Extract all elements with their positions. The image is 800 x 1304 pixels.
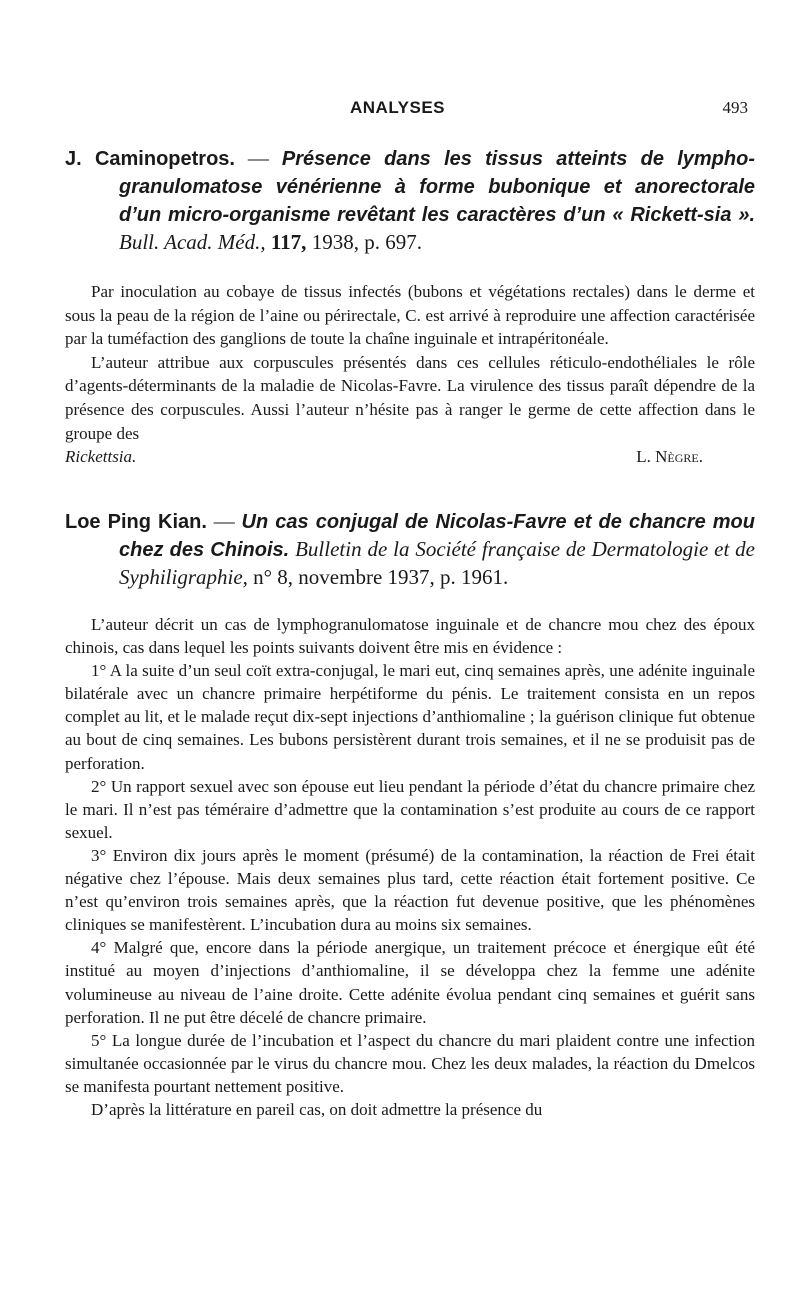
article-title: Présence dans les tissus atteints de lympho-granulomatose vénérienne à forme bubonique et anorectorale d’un micro-organisme revêtant les caractères d’un « Rickett-sia ». — [119, 148, 755, 226]
review-body — [65, 280, 755, 469]
running-title: ANALYSES — [350, 98, 446, 117]
page-number: 493 — [722, 98, 748, 117]
journal-name: Bull. Acad. Méd., — [119, 230, 266, 254]
running-head — [0, 98, 800, 128]
paragraph: 5° La longue durée de l’incubation et l’aspect du chancre du mari plaident contre une infection simultanée occasionnée par le virus du chancre mou. Chez les deux malades, la réaction du Dmelcos se manifesta pourtant nettement positive. — [65, 1030, 755, 1096]
paragraph: L’auteur décrit un cas de lymphogranulomatose inguinale et de chancre mou chez des époux chinois, cas dans lequel les points suivants doivent être mis en évidence : — [65, 615, 755, 658]
review-body — [65, 613, 755, 1121]
paragraph: Par inoculation au cobaye de tissus infectés (bubons et végétations rectales) dans le derme et sous la peau de la région de l’aine ou périrectale, C. est arrivé à reproduire une affection caractérisée par la tuméfaction des ganglions de toute la chaîne inguinale et intrapéritonéale. — [65, 282, 755, 349]
dash: — — [234, 146, 282, 170]
reviewer-signature: L. Nègre. — [636, 447, 703, 467]
journal-name: Bulletin de la Société française de Dermatologie et de Syphiligraphie, — [119, 537, 755, 589]
review-entry-caminopetros — [65, 145, 755, 469]
article-title: Un cas conjugal de Nicolas-Favre et de chancre mou chez des Chinois. — [119, 511, 755, 561]
signature-line — [65, 445, 755, 469]
citation — [65, 145, 755, 256]
author: J. Caminopetros. — [65, 148, 235, 170]
paragraph: 3° Environ dix jours après le moment (présumé) de la contamination, la réaction de Frei était négative chez l’épouse. Mais deux semaines plus tard, cette réaction était fortement positive. Ce n’est qu’environ trois semaines après, que la réaction fut devenue positive, que les phénomènes cliniques se manifestèrent. L’incubation dura au moins six semaines. — [65, 845, 755, 935]
paragraph: 1° A la suite d’un seul coït extra-conjugal, le mari eut, cinq semaines après, une adénite inguinale bilatérale avec un chancre primaire herpétiforme du pénis. Le traitement consista en un repos complet au lit, et le malade reçut dix-sept injections d’anthiomaline ; la guérison clinique fut obtenue au bout de cinq semaines. Les bubons persistèrent durant trois semaines, et il ne se produisit pas de perforation. — [65, 661, 755, 773]
dash: — — [206, 509, 242, 533]
paragraph: L’auteur attribue aux corpuscules présentés dans ces cellules réticulo-endothéliales le rôle d’agents-déterminants de la maladie de Nicolas-Favre. La virulence des tissus paraît dépendre de la présence des corpuscules. Aussi l’auteur n’hésite pas à ranger le germe de cette affection dans le groupe des — [65, 352, 755, 443]
volume: 117, — [270, 230, 307, 254]
author: Loe Ping Kian. — [65, 511, 207, 533]
review-entry-loe-ping-kian — [65, 508, 755, 1121]
paragraph: 2° Un rapport sexuel avec son épouse eut lieu pendant la période d’état du chancre primaire chez le mari. Il n’est pas téméraire d’admettre que la contamination s’est produite au cours de ce rapport sexuel. — [65, 776, 755, 842]
paragraph: 4° Malgré que, encore dans la période anergique, un traitement précoce et énergique eût été institué au moyen d’injections d’anthiomaline, il se développa chez la femme une adénite volumineuse au niveau de l’aine droite. Cette adénite évolua pendant cinq semaines et guérit sans perforation. Il ne put être décelé de chancre primaire. — [65, 938, 755, 1027]
closing-word: Rickettsia. — [65, 447, 137, 467]
citation-details: 1938, p. 697. — [306, 230, 422, 254]
paragraph: D’après la littérature en pareil cas, on doit admettre la présence du — [91, 1099, 543, 1119]
citation — [65, 508, 755, 591]
citation-details: n° 8, novembre 1937, p. 1961. — [247, 565, 509, 589]
